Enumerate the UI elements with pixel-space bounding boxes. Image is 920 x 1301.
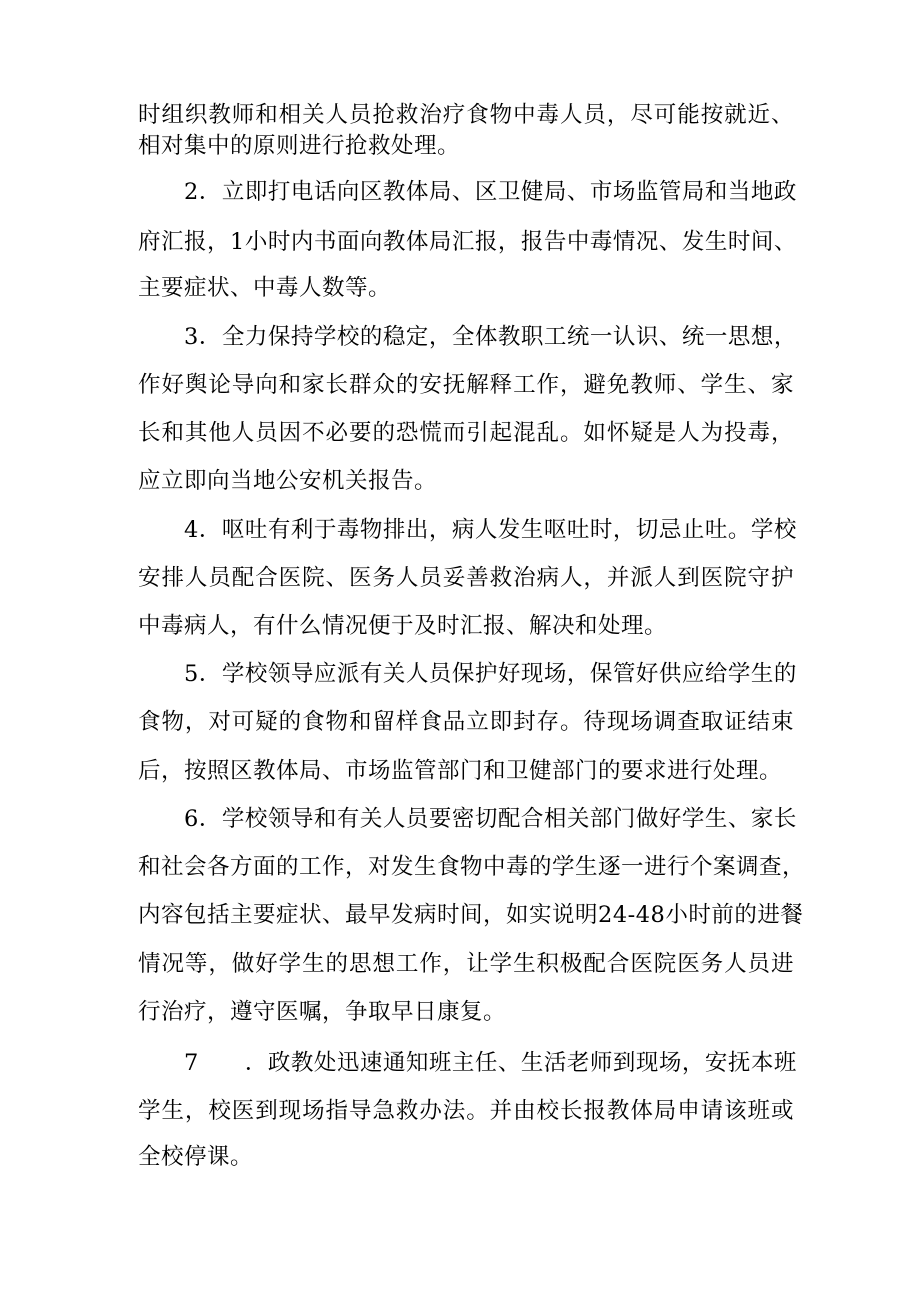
- paragraph-2-line-2: 府汇报，1小时内书面向教体局汇报，报告中毒情况、发生时间、: [138, 229, 797, 255]
- paragraph-5-line-1: 5．学校领导应派有关人员保护好现场，保管好供应给学生的: [184, 661, 797, 687]
- paragraph-4-line-1: 4．呕吐有利于毒物排出，病人发生呕吐时，切忌止吐。学校: [184, 517, 797, 543]
- paragraph-2-line-1: 2．立即打电话向区教体局、区卫健局、市场监管局和当地政: [184, 179, 797, 205]
- paragraph-5-line-2: 食物，对可疑的食物和留样食品立即封存。待现场调查取证结束: [138, 709, 794, 735]
- paragraph-3-line-4: 应立即向当地公安机关报告。: [138, 468, 438, 494]
- paragraph-7-line-2: 学生，校医到现场指导急救办法。并由校长报教体局申请该班或: [138, 1098, 794, 1124]
- paragraph-6-line-4: 情况等，做好学生的思想工作，让学生积极配合医院医务人员进: [138, 951, 794, 977]
- paragraph-6-line-3: 内容包括主要症状、最早发病时间，如实说明24-48小时前的进餐: [138, 902, 804, 928]
- paragraph-6-line-5: 行治疗，遵守医嘱，争取早日康复。: [138, 999, 507, 1025]
- paragraph-2-line-3: 主要症状、中毒人数等。: [138, 275, 392, 301]
- paragraph-1-line-2: 相对集中的原则进行抢救处理。: [138, 133, 461, 159]
- paragraph-7-line-3: 全校停课。: [138, 1144, 254, 1170]
- paragraph-5-line-3: 后，按照区教体局、市场监管部门和卫健部门的要求进行处理。: [138, 758, 783, 784]
- paragraph-1-line-1: 时组织教师和相关人员抢救治疗食物中毒人员，尽可能按就近、: [138, 102, 794, 128]
- paragraph-4-line-2: 安排人员配合医院、医务人员妥善救治病人，并派人到医院守护: [138, 565, 794, 591]
- paragraph-3-line-1: 3．全力保持学校的稳定，全体教职工统一认识、统一思想，: [184, 324, 797, 350]
- paragraph-6-line-2: 和社会各方面的工作，对发生食物中毒的学生逐一进行个案调查，: [138, 854, 806, 880]
- paragraph-3-line-3: 长和其他人员因不必要的恐慌而引起混乱。如怀疑是人为投毒，: [138, 420, 794, 446]
- paragraph-7-line-1: 7 ．政教处迅速通知班主任、生活老师到现场，安抚本班: [184, 1050, 797, 1076]
- paragraph-4-line-3: 中毒病人，有什么情况便于及时汇报、解决和处理。: [138, 613, 668, 639]
- paragraph-3-line-2: 作好舆论导向和家长群众的安抚解释工作，避免教师、学生、家: [138, 372, 794, 398]
- paragraph-6-line-1: 6．学校领导和有关人员要密切配合相关部门做好学生、家长: [184, 806, 797, 832]
